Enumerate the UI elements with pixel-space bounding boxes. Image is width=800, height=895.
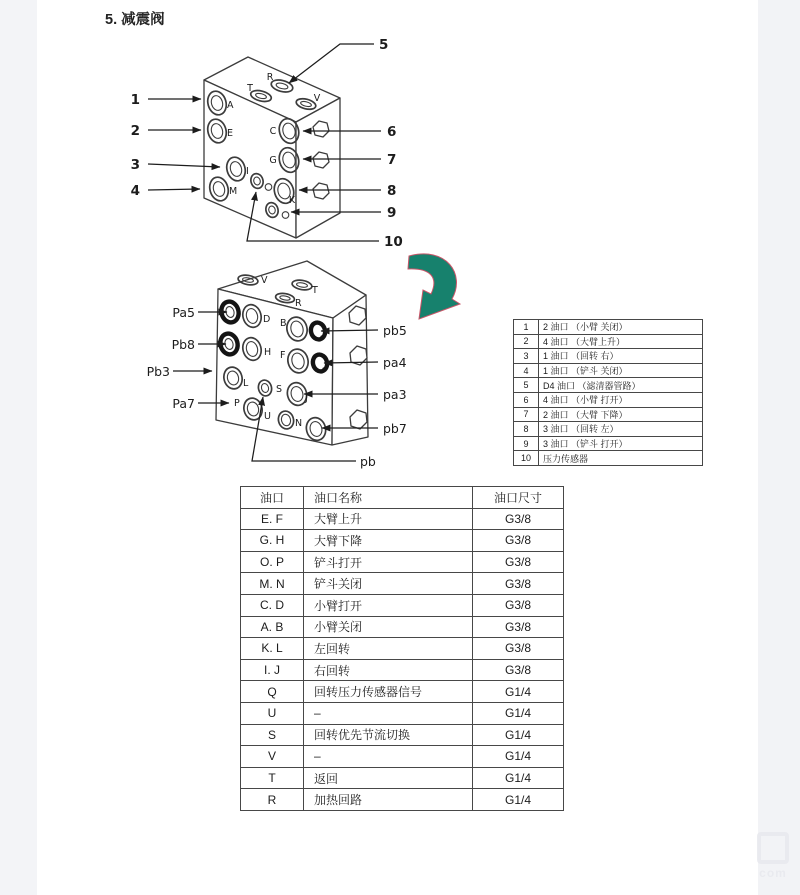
- size-cell: G1/4: [473, 724, 564, 746]
- port-table: [240, 486, 564, 811]
- name-cell: 加热回路: [304, 789, 473, 811]
- legend-desc: 4 油口 （小臂 打开）: [539, 392, 703, 407]
- name-cell: 回转优先节流切换: [304, 724, 473, 746]
- legend-row: [514, 407, 703, 422]
- name-cell: 左回转: [304, 638, 473, 660]
- callout-number: 9: [387, 205, 397, 221]
- port-callout: pb5: [383, 323, 407, 338]
- port-label: J: [305, 393, 308, 404]
- port-label: T: [312, 285, 318, 296]
- legend-desc: 1 油口 （铲斗 关闭）: [539, 363, 703, 378]
- callout-number: 6: [387, 124, 397, 140]
- port-cell: O. P: [241, 551, 304, 573]
- port-cell: T: [241, 767, 304, 789]
- legend-desc: D4 油口 （滤清器管路）: [539, 378, 703, 393]
- name-cell: 返回: [304, 767, 473, 789]
- rotation-arrow: [408, 254, 460, 319]
- port-label: N: [295, 418, 303, 429]
- legend-row: [514, 334, 703, 349]
- callout-number: 8: [387, 183, 397, 199]
- name-cell: 铲斗打开: [304, 551, 473, 573]
- port-label: B: [280, 318, 287, 329]
- legend-row: [514, 451, 703, 466]
- port-callout: Pb3: [146, 364, 170, 379]
- size-cell: G3/8: [473, 530, 564, 552]
- port-label: G: [269, 155, 277, 166]
- port-label: I: [246, 166, 249, 177]
- name-cell: 大臂上升: [304, 508, 473, 530]
- size-cell: G3/8: [473, 659, 564, 681]
- port-label: A: [227, 100, 234, 111]
- table-row: [241, 508, 564, 530]
- table-row: [241, 724, 564, 746]
- legend-row: [514, 436, 703, 451]
- port-label: E: [227, 128, 234, 139]
- port-label: L: [243, 378, 249, 389]
- port-cell: M. N: [241, 573, 304, 595]
- table-row: [241, 789, 564, 811]
- table-row: [241, 551, 564, 573]
- port-cell: E. F: [241, 508, 304, 530]
- callout-number: 1: [130, 92, 140, 108]
- callout-number: 2: [130, 123, 140, 139]
- name-cell: 小臂关闭: [304, 616, 473, 638]
- name-cell: 大臂下降: [304, 530, 473, 552]
- table-row: [241, 767, 564, 789]
- table-row: [241, 746, 564, 768]
- legend-desc: 2 油口 （大臂 下降）: [539, 407, 703, 422]
- port-cell: K. L: [241, 638, 304, 660]
- port-label: H: [264, 347, 272, 358]
- port-cell: S: [241, 724, 304, 746]
- port-callout: Pa5: [172, 305, 195, 320]
- legend-number: 3: [514, 349, 539, 364]
- table-row: [241, 681, 564, 703]
- legend-number: 9: [514, 436, 539, 451]
- legend-number: 1: [514, 320, 539, 335]
- fig1-hex-plugs: [313, 121, 329, 199]
- size-cell: G1/4: [473, 746, 564, 768]
- name-cell: 小臂打开: [304, 594, 473, 616]
- port-cell: Q: [241, 681, 304, 703]
- port-label: R: [266, 72, 274, 83]
- size-cell: G3/8: [473, 573, 564, 595]
- port-label: D: [263, 314, 271, 325]
- legend-desc: 2 油口 （小臂 关闭）: [539, 320, 703, 335]
- table-row: [241, 659, 564, 681]
- port-label: M: [229, 186, 238, 197]
- col-header: 油口名称: [304, 487, 473, 509]
- legend-number: 6: [514, 392, 539, 407]
- port-callout: Pa7: [172, 396, 195, 411]
- size-cell: G1/4: [473, 767, 564, 789]
- port-cell: A. B: [241, 616, 304, 638]
- port-label: V: [261, 275, 268, 286]
- legend-desc: 4 油口 （大臂上升）: [539, 334, 703, 349]
- legend-desc: 3 油口 （铲斗 打开）: [539, 436, 703, 451]
- legend-table: [513, 319, 703, 466]
- port-cell: C. D: [241, 594, 304, 616]
- port-cell: V: [241, 746, 304, 768]
- legend-row: [514, 349, 703, 364]
- col-header: 油口: [241, 487, 304, 509]
- size-cell: G1/4: [473, 681, 564, 703]
- table-row: [241, 530, 564, 552]
- callout-number: 4: [130, 183, 140, 199]
- legend-number: 2: [514, 334, 539, 349]
- watermark-text: com: [759, 866, 787, 880]
- legend-desc: 1 油口 （回转 右）: [539, 349, 703, 364]
- port-callout: pa3: [383, 387, 407, 402]
- legend-number: 4: [514, 363, 539, 378]
- port-label: V: [313, 93, 321, 104]
- size-cell: G3/8: [473, 508, 564, 530]
- legend-number: 10: [514, 451, 539, 466]
- name-cell: 回转压力传感器信号: [304, 681, 473, 703]
- valve-block-figure1: [131, 37, 403, 250]
- port-cell: I. J: [241, 659, 304, 681]
- legend-number: 5: [514, 378, 539, 393]
- page-title: 5. 减震阀: [105, 12, 165, 28]
- port-label: R: [295, 298, 302, 309]
- port-callout: Pb8: [171, 337, 195, 352]
- name-cell: 铲斗关闭: [304, 573, 473, 595]
- legend-desc: 3 油口 （回转 左）: [539, 422, 703, 437]
- size-cell: G3/8: [473, 551, 564, 573]
- port-table-header: [241, 487, 564, 509]
- port-cell: U: [241, 702, 304, 724]
- callout-number: 3: [130, 157, 140, 173]
- port-cell: R: [241, 789, 304, 811]
- legend-number: 7: [514, 407, 539, 422]
- callout-number: 10: [384, 234, 403, 250]
- size-cell: G1/4: [473, 789, 564, 811]
- port-label: F: [280, 350, 286, 361]
- legend-row: [514, 378, 703, 393]
- port-callout: pb7: [383, 421, 407, 436]
- legend-row: [514, 320, 703, 335]
- col-header: 油口尺寸: [473, 487, 564, 509]
- name-cell: 右回转: [304, 659, 473, 681]
- size-cell: G3/8: [473, 616, 564, 638]
- table-row: [241, 573, 564, 595]
- legend-row: [514, 422, 703, 437]
- legend-number: 8: [514, 422, 539, 437]
- table-row: [241, 702, 564, 724]
- port-label: K: [288, 195, 296, 206]
- watermark-logo-icon: [757, 832, 789, 864]
- size-cell: G3/8: [473, 594, 564, 616]
- table-row: [241, 616, 564, 638]
- legend-desc: 压力传感器: [539, 451, 703, 466]
- legend-row: [514, 392, 703, 407]
- valve-block-figure2: [147, 261, 407, 469]
- size-cell: G3/8: [473, 638, 564, 660]
- port-label: P: [234, 398, 240, 409]
- port-cell: G. H: [241, 530, 304, 552]
- port-label: C: [269, 126, 277, 137]
- port-label: S: [276, 384, 283, 395]
- callout-number: 7: [387, 152, 397, 168]
- table-row: [241, 594, 564, 616]
- watermark: [750, 832, 796, 880]
- port-callout: pb: [360, 454, 376, 469]
- size-cell: G1/4: [473, 702, 564, 724]
- table-row: [241, 638, 564, 660]
- name-cell: –: [304, 702, 473, 724]
- port-label: U: [264, 411, 271, 422]
- legend-row: [514, 363, 703, 378]
- port-callout: pa4: [383, 355, 407, 370]
- name-cell: –: [304, 746, 473, 768]
- port-label: T: [247, 83, 253, 94]
- callout-number: 5: [379, 37, 389, 53]
